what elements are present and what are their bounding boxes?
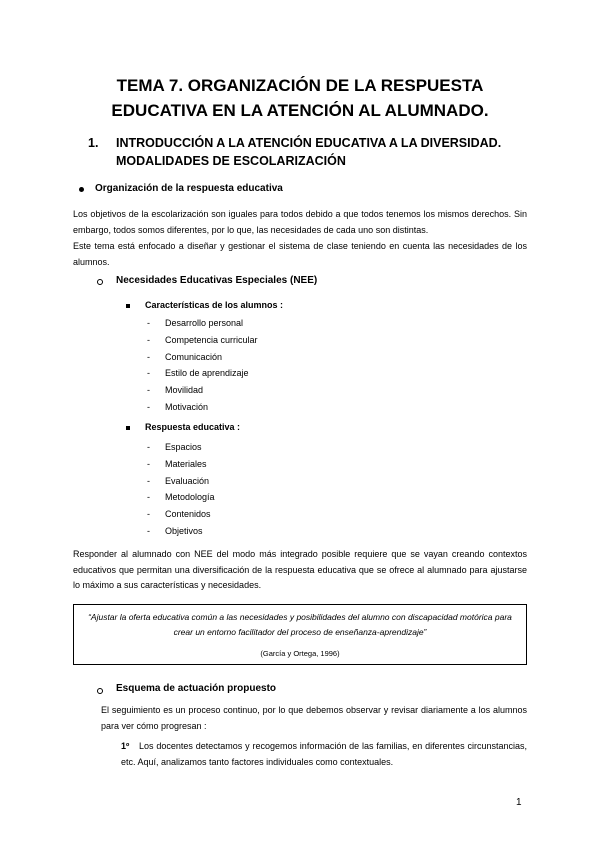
filled-bullet-icon (79, 187, 84, 192)
quote-text: “Ajustar la oferta educativa común a las necesidades y posibilidades del alumno con discapacidad motórica para crear un entorno facilitador del proceso de enseñanza-aprendizaje” (88, 612, 512, 637)
title-line-2: EDUCATIVA EN LA ATENCIÓN AL ALUMNADO. (111, 101, 489, 120)
hollow-bullet-icon (97, 279, 103, 285)
bullet-nee: Necesidades Educativas Especiales (NEE) (116, 275, 318, 286)
list-item: - Evaluación (147, 475, 210, 486)
square-bullet-icon (126, 426, 130, 430)
paragraph-objetivos: Los objetivos de la escolarización son iguales para todos debido a que todos tenemos los mismos derechos. Sin embargo, todos somos diferentes, por lo que, las necesidades de cada uno son distintas. (73, 209, 527, 235)
respuesta-list (147, 439, 407, 540)
paragraph-step-1: Los docentes detectamos y recogemos información de las familias, en diferentes circunstancias, etc. Aquí, analizamos tanto factores individuales como contextuales. (121, 741, 527, 767)
list-item: - Contenidos (147, 509, 211, 520)
caracteristicas-list (147, 315, 407, 416)
hollow-bullet-icon (97, 688, 103, 694)
document-title (70, 73, 530, 123)
caracteristicas-heading: Características de los alumnos : (145, 300, 284, 310)
list-item: - Movilidad (147, 385, 204, 396)
quote-box (73, 604, 527, 665)
list-item: - Materiales (147, 458, 207, 469)
title-line-1: TEMA 7. ORGANIZACIÓN DE LA RESPUESTA (116, 76, 484, 95)
page-number: 1 (516, 797, 522, 808)
list-item: - Objetivos (147, 525, 203, 536)
list-item: - Motivación (147, 401, 209, 412)
step-number: 1º (121, 741, 130, 751)
list-item: - Espacios (147, 442, 202, 452)
paragraph-responder: Responder al alumnado con NEE del modo más integrado posible requiere que se vayan creando contextos educativos que permitan una diversificación de la respuesta educativa que se ofrece al alumnado para ajustarse lo máximo a sus características y necesidades. (73, 549, 527, 590)
section-number: 1. (88, 136, 99, 150)
respuesta-heading: Respuesta educativa : (145, 422, 241, 432)
paragraph-tema: Este tema está enfocado a diseñar y gestionar el sistema de clase teniendo en cuenta las necesidades de los alumnos. (73, 241, 527, 267)
list-item: - Metodología (147, 492, 215, 503)
paragraph-seguimiento: El seguimiento es un proceso continuo, por lo que debemos observar y revisar diariamente a los alumnos para ver cómo progresan : (101, 705, 527, 731)
section-title-line-2: MODALIDADES DE ESCOLARIZACIÓN (116, 154, 346, 168)
square-bullet-icon (126, 304, 130, 308)
list-item: - Comunicación (147, 351, 223, 362)
list-item: - Estilo de aprendizaje (147, 368, 249, 379)
bullet-esquema: Esquema de actuación propuesto (116, 683, 277, 694)
list-item: - Competencia curricular (147, 334, 258, 345)
quote-citation: (García y Ortega, 1996) (260, 649, 340, 658)
bullet-organizacion: Organización de la respuesta educativa (95, 183, 283, 194)
section-title-line-1: INTRODUCCIÓN A LA ATENCIÓN EDUCATIVA A LA DIVERSIDAD. (116, 136, 502, 150)
list-item: - Desarrollo personal (147, 318, 244, 328)
